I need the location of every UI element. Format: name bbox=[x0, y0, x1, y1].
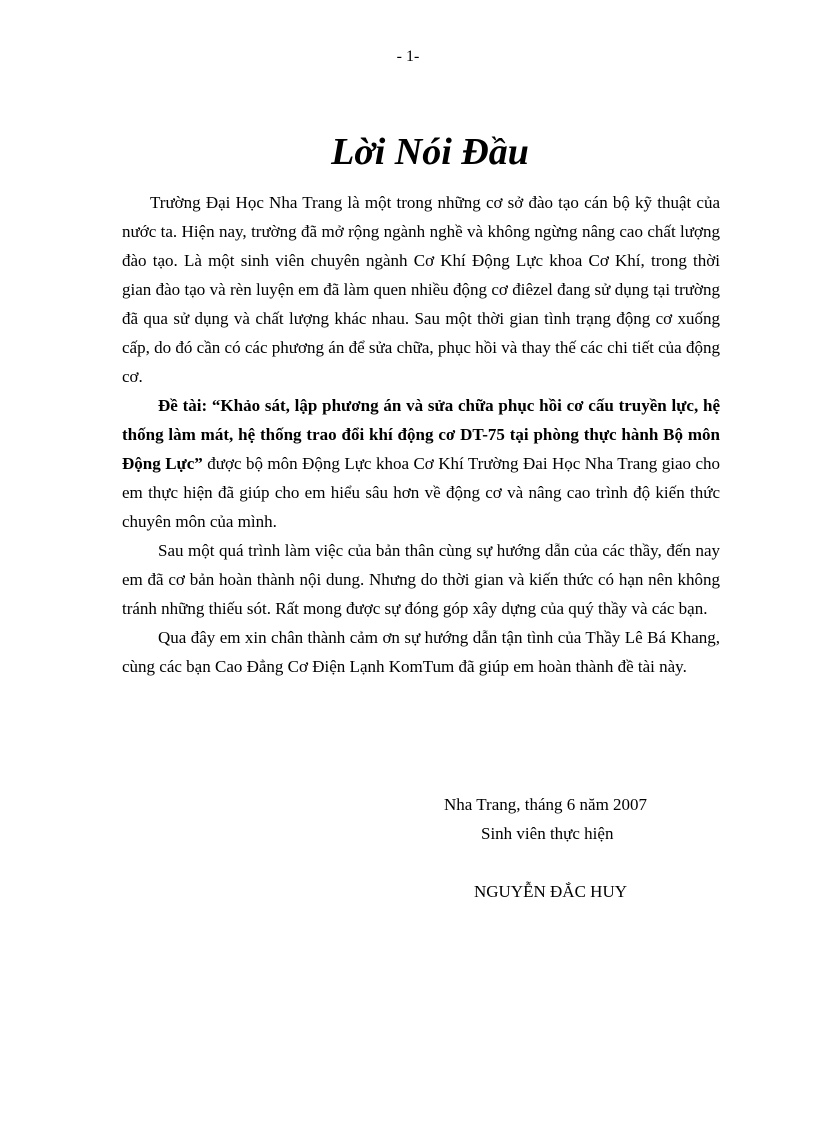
page-number: - 1- bbox=[396, 48, 420, 65]
page-title: Lời Nói Đầu bbox=[331, 131, 529, 173]
topic-title: “Khảo sát, lập phương án và sửa chữa phục hồi cơ cấu truyền lực, hệ thống làm mát, hệ thống trao đổi khí động cơ DT-75 tại phòng thực hành Bộ môn Động Lực” bbox=[122, 396, 720, 473]
signature-block bbox=[444, 790, 647, 906]
preface-body bbox=[122, 188, 720, 681]
topic-description: được bộ môn Động Lực khoa Cơ Khí Trường Đai Học Nha Trang giao cho em thực hiện đã giúp cho em hiểu sâu hơn về động cơ và nâng cao trình độ kiến thức chuyên môn của mình. bbox=[122, 454, 720, 531]
thanks-paragraph: Qua đây em xin chân thành cảm ơn sự hướng dẫn tận tình của Thầy Lê Bá Khang, cùng các bạn Cao Đẳng Cơ Điện Lạnh KomTum đã giúp em hoàn thành đề tài này. bbox=[122, 628, 720, 676]
signature-role: Sinh viên thực hiện bbox=[481, 824, 614, 843]
progress-paragraph: Sau một quá trình làm việc của bản thân cùng sự hướng dẫn của các thầy, đến nay em đã cơ bản hoàn thành nội dung. Nhưng do thời gian và kiến thức có hạn nên không tránh những thiếu sót. Rất mong được sự đóng góp xây dựng của quý thầy và các bạn. bbox=[122, 541, 720, 618]
topic-paragraph bbox=[122, 391, 720, 536]
intro-paragraph: Trường Đại Học Nha Trang là một trong những cơ sở đào tạo cán bộ kỹ thuật của nước ta. Hiện nay, trường đã mở rộng ngành nghề và không ngừng nâng cao chất lượng đào tạo. Là một sinh viên chuyên ngành Cơ Khí Động Lực khoa Cơ Khí, trong thời gian đào tạo và rèn luyện em đã làm quen nhiều động cơ điêzel đang sử dụng tại trường đã qua sử dụng và chất lượng khác nhau. Sau một thời gian tình trạng động cơ xuống cấp, do đó cần có các phương án để sửa chữa, phục hồi và thay thế các chi tiết của động cơ. bbox=[122, 193, 720, 386]
place-date: Nha Trang, tháng 6 năm 2007 bbox=[444, 795, 648, 814]
signature-name: NGUYỄN ĐẮC HUY bbox=[474, 882, 627, 901]
topic-label: Đề tài: bbox=[158, 396, 208, 415]
